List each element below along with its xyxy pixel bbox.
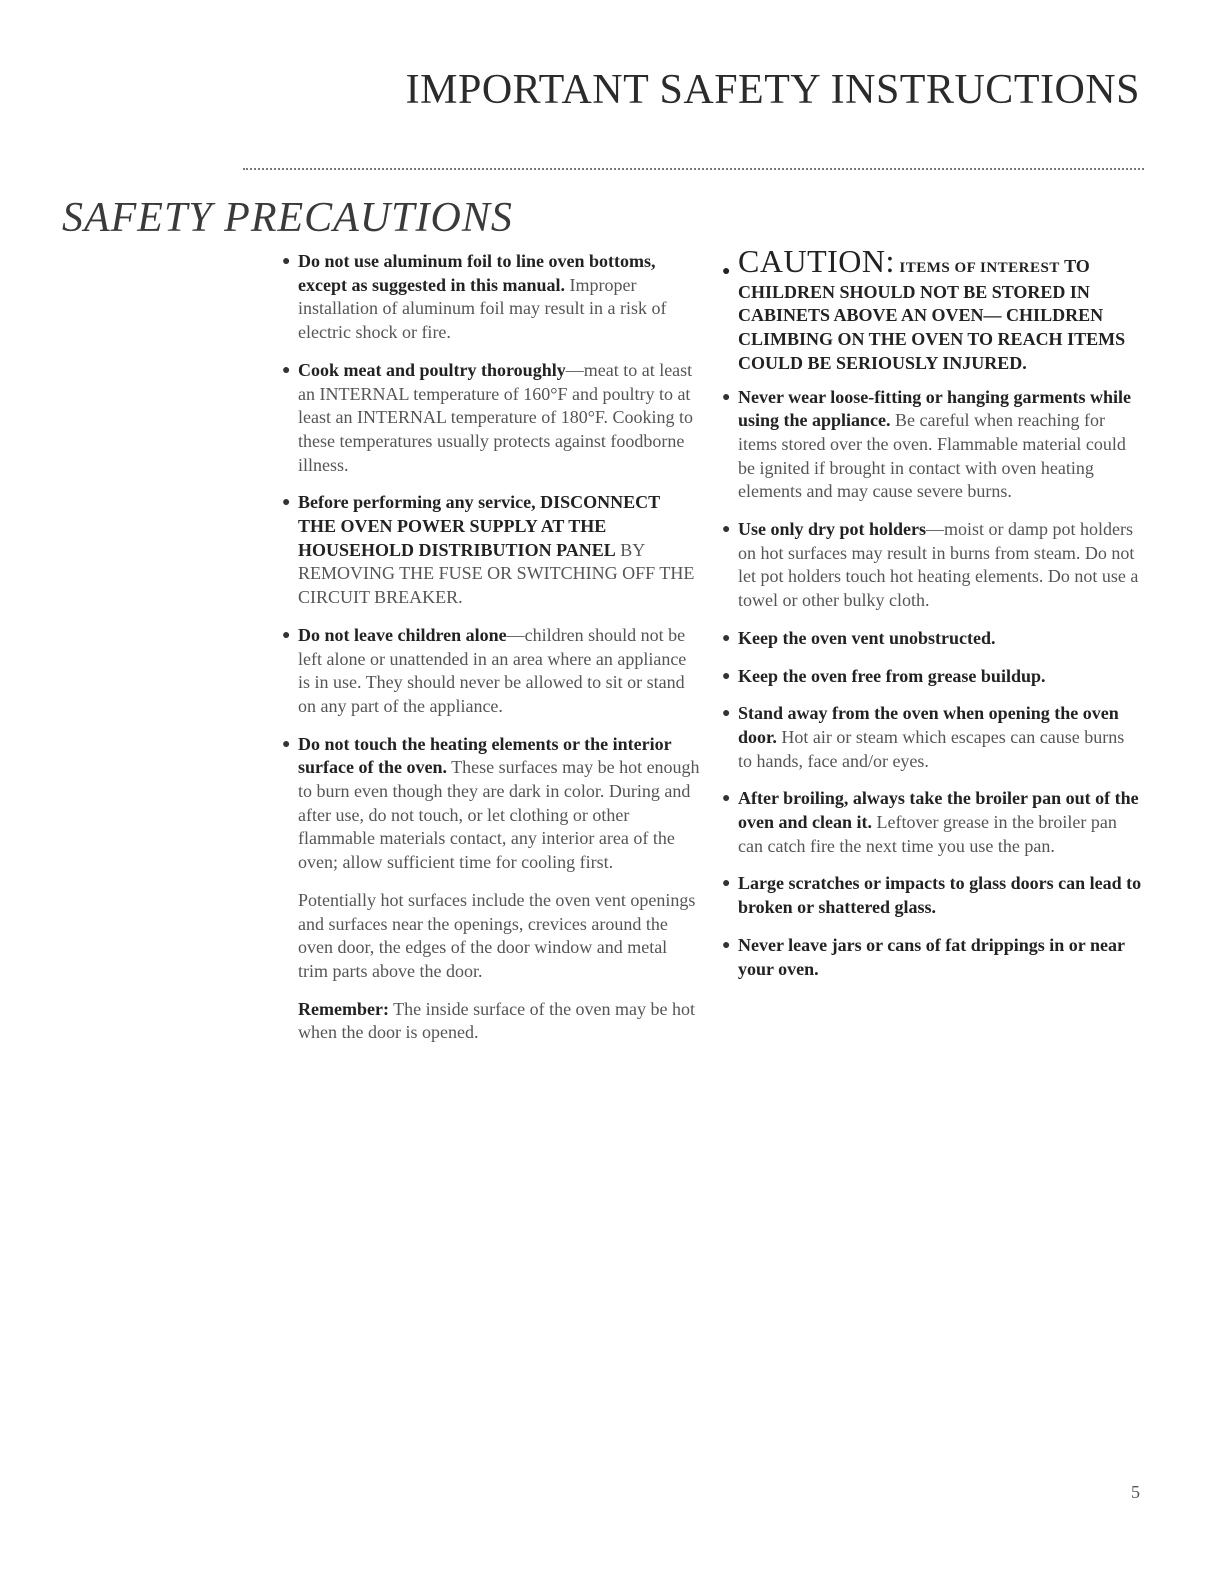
item-bold-lead: Stand away from the oven when opening the oven door.	[738, 703, 1119, 747]
item-bold-lead: After broiling, always take the broiler pan out of the oven and clean it.	[738, 788, 1139, 833]
bullet-icon: ●	[282, 627, 291, 643]
header-divider	[243, 168, 1144, 170]
list-item	[282, 359, 700, 478]
remember-label: Remember:	[298, 998, 389, 1019]
item-bold-lead: Do not use aluminum foil to line oven bottoms, except as suggested in this manual.	[298, 251, 656, 295]
item-bold-lead: Cook meat and poultry thoroughly	[298, 359, 566, 380]
bullet-icon: ●	[282, 254, 291, 269]
bullet-icon: ●	[282, 495, 291, 511]
list-item	[282, 491, 700, 610]
caution-rest: TO CHILDREN SHOULD NOT BE STORED IN CABINETS ABOVE AN OVEN— CHILDREN CLIMBING ON THE OVEN TO REACH ITEMS COULD BE SERIOUSLY INJURED.	[738, 256, 1126, 373]
bullet-icon: ●	[722, 706, 731, 722]
item-bold-lead: Never leave jars or cans of fat drippings in or near your oven.	[738, 934, 1125, 979]
bullet-icon: ●	[722, 522, 731, 538]
page-number: 5	[1131, 1482, 1140, 1502]
list-item	[722, 386, 1142, 505]
bullet-icon: ●	[282, 736, 291, 752]
list-item	[722, 872, 1142, 919]
item-text: Hot air or steam which escapes can cause burns to hands, face and/or eyes.	[738, 726, 1125, 771]
list-item	[722, 787, 1142, 858]
bullet-icon: ●	[722, 389, 731, 405]
bullet-icon: ●	[722, 876, 731, 892]
list-item	[722, 702, 1142, 773]
bullet-icon: ●	[722, 791, 731, 807]
item-text: Leftover grease in the broiler pan can catch fire the next time you use the pan.	[738, 812, 1117, 856]
bullet-icon: ●	[722, 264, 731, 279]
right-column	[722, 243, 1142, 995]
item-text: BY REMOVING THE FUSE OR SWITCHING OFF THE CIRCUIT BREAKER.	[298, 539, 695, 608]
section-title: SAFETY PRECAUTIONS	[62, 195, 513, 241]
list-item	[722, 665, 1142, 689]
item-text: These surfaces may be hot enough to burn even though they are dark in color. During and after use, do not touch, or let clothing or other flammable materials contact, any interior area of the oven; allow sufficient time for cooling first.	[298, 757, 700, 873]
item-bold-lead: Never wear loose-fitting or hanging garments while using the appliance.	[738, 386, 1131, 431]
item-bold-lead: Keep the oven vent unobstructed.	[738, 627, 996, 648]
caution-word: CAUTION:	[738, 243, 895, 279]
list-item	[722, 934, 1142, 981]
item-text: —children should not be left alone or unattended in an area where an appliance is in use. They should never be allowed to sit or stand on any part of the appliance.	[298, 624, 687, 716]
left-column	[282, 250, 700, 1059]
list-item	[282, 250, 700, 345]
item-bold-lead: Keep the oven free from grease buildup.	[738, 665, 1046, 686]
list-item	[282, 624, 700, 719]
bullet-icon: ●	[722, 937, 731, 953]
item-bold-lead: Do not leave children alone	[298, 624, 507, 645]
bullet-icon: ●	[722, 630, 731, 646]
list-item	[722, 518, 1142, 613]
remember-note	[298, 998, 700, 1045]
caution-block	[722, 243, 1142, 376]
item-bold-lead: Before performing any service, DISCONNECT THE OVEN POWER SUPPLY AT THE HOUSEHOLD DISTRIBUTION PANEL	[298, 492, 660, 560]
item-bold-lead: Large scratches or impacts to glass doors can lead to broken or shattered glass.	[738, 873, 1142, 918]
list-item	[722, 627, 1142, 651]
page-header-title: IMPORTANT SAFETY INSTRUCTIONS	[405, 67, 1140, 113]
bullet-icon: ●	[722, 668, 731, 684]
item-text: —moist or damp pot holders on hot surfaces may result in burns from steam. Do not let pot holders touch hot heating elements. Do not use a towel or other bulky cloth.	[738, 519, 1139, 611]
item-text: Be careful when reaching for items stored over the oven. Flammable material could be ignited if brought in contact with oven heating elements and may cause severe burns.	[738, 410, 1126, 502]
remember-text: The inside surface of the oven may be hot when the door is opened.	[298, 998, 696, 1043]
item-text: —meat to at least an INTERNAL temperature of 160°F and poultry to at least an INTERNAL temperature of 180°F. Cooking to these temperatures usually protects against foodborne illness.	[298, 359, 694, 475]
hot-surfaces-paragraph: Potentially hot surfaces include the oven vent openings and surfaces near the openings, crevices around the oven door, the edges of the door window and metal trim parts above the door.	[298, 889, 696, 981]
item-text: Improper installation of aluminum foil may result in a risk of electric shock or fire.	[298, 274, 667, 343]
caution-first-words: ITEMS OF INTEREST	[899, 260, 1060, 276]
item-bold-lead: Do not touch the heating elements or the interior surface of the oven.	[298, 733, 672, 778]
bullet-icon: ●	[282, 362, 291, 378]
list-item	[282, 733, 700, 875]
item-bold-lead: Use only dry pot holders	[738, 519, 927, 540]
